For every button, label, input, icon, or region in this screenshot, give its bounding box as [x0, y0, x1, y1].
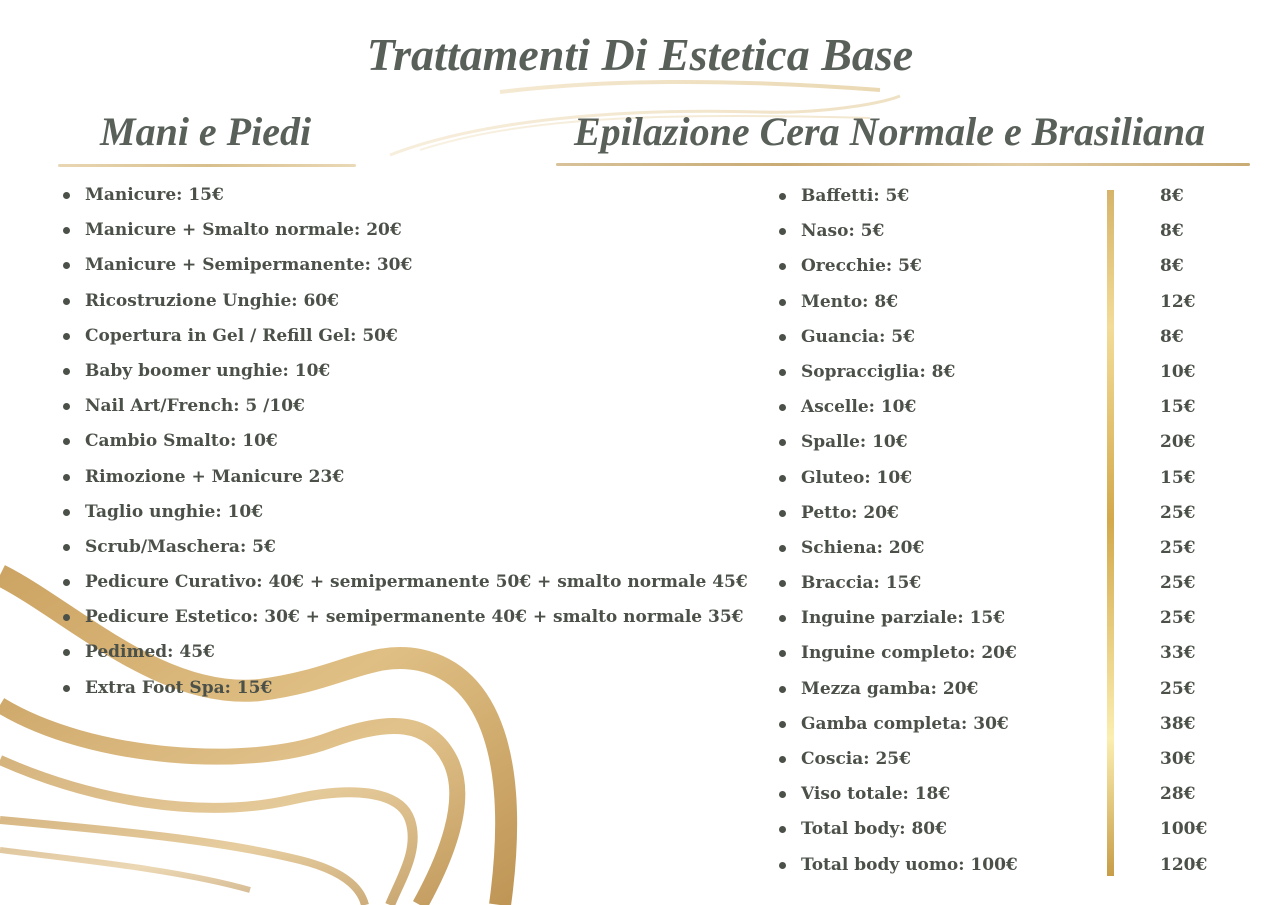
bullet-icon — [63, 649, 70, 656]
price-item: 8€ — [1160, 326, 1184, 347]
price-item: 25€ — [1160, 502, 1196, 523]
list-item: Braccia: 15€ — [776, 566, 1096, 601]
list-item: Coscia: 25€ — [776, 742, 1096, 777]
price-item: 25€ — [1160, 678, 1196, 699]
list-item: Baby boomer unghie: 10€ — [60, 354, 740, 389]
list-item: Inguine completo: 20€ — [776, 636, 1096, 671]
mani-piedi-list — [60, 178, 748, 706]
price-item: 25€ — [1160, 537, 1196, 558]
bullet-icon — [63, 579, 70, 586]
section-title-epilazione: Epilazione Cera Normale e Brasiliana — [574, 109, 1206, 154]
list-item: Extra Foot Spa: 15€ — [60, 671, 740, 706]
section-title-mani-piedi: Mani e Piedi — [100, 109, 312, 154]
price-item: 33€ — [1160, 643, 1196, 664]
bullet-icon — [779, 862, 786, 869]
bullet-icon — [63, 474, 70, 481]
list-item: Mento: 8€ — [776, 285, 1096, 320]
bullet-icon — [779, 791, 786, 798]
list-item: Sopracciglia: 8€ — [776, 355, 1096, 390]
bullet-icon — [63, 262, 70, 269]
bullet-icon — [779, 228, 786, 235]
price-item: 30€ — [1160, 749, 1196, 769]
list-item: Total body: 80€ — [776, 812, 1096, 847]
bullet-icon — [63, 438, 70, 445]
brasiliana-price-list — [1160, 179, 1240, 883]
list-item: Ricostruzione Unghie: 60€ — [60, 284, 740, 319]
price-item: 28€ — [1160, 784, 1196, 805]
bullet-icon — [63, 614, 70, 621]
bullet-icon — [779, 580, 786, 587]
price-item: 25€ — [1160, 608, 1196, 629]
bullet-icon — [779, 439, 786, 446]
bullet-icon — [779, 193, 786, 200]
bullet-icon — [63, 509, 70, 516]
price-item: 25€ — [1160, 573, 1196, 594]
list-item: Cambio Smalto: 10€ — [60, 424, 740, 459]
bullet-icon — [779, 510, 786, 517]
list-item: Nail Art/French: 5 /10€ — [60, 389, 740, 424]
bullet-icon — [779, 263, 786, 270]
list-item: Total body uomo: 100€ — [776, 848, 1096, 883]
section-divider-right — [556, 163, 1250, 166]
bullet-icon — [779, 650, 786, 657]
bullet-icon — [779, 299, 786, 306]
list-item: Pedicure Curativo: 40€ + semipermanente 50€ + smalto normale 45€ — [60, 565, 740, 600]
price-item: 10€ — [1160, 361, 1196, 382]
bullet-icon — [63, 298, 70, 305]
bullet-icon — [63, 333, 70, 340]
price-item: 120€ — [1160, 854, 1208, 875]
price-item: 8€ — [1160, 256, 1184, 277]
list-item: Manicure + Smalto normale: 20€ — [60, 213, 740, 248]
list-item: Petto: 20€ — [776, 496, 1096, 531]
list-item: Taglio unghie: 10€ — [60, 495, 740, 530]
bullet-icon — [779, 686, 786, 693]
gold-vertical-divider — [1107, 190, 1114, 876]
bullet-icon — [779, 615, 786, 622]
bullet-icon — [779, 545, 786, 552]
epilazione-list — [776, 179, 1096, 883]
bullet-icon — [779, 369, 786, 376]
list-item: Viso totale: 18€ — [776, 777, 1096, 812]
price-item: 12€ — [1160, 291, 1196, 312]
price-item: 15€ — [1160, 467, 1196, 488]
list-item: Naso: 5€ — [776, 214, 1096, 249]
bullet-icon — [779, 334, 786, 341]
bullet-icon — [779, 721, 786, 728]
list-item: Manicure + Semipermanente: 30€ — [60, 248, 740, 283]
list-item: Mezza gamba: 20€ — [776, 672, 1096, 707]
list-item: Copertura in Gel / Refill Gel: 50€ — [60, 319, 740, 354]
list-item: Gluteo: 10€ — [776, 461, 1096, 496]
price-item: 100€ — [1160, 819, 1208, 840]
bullet-icon — [779, 756, 786, 763]
bullet-icon — [779, 404, 786, 411]
list-item: Baffetti: 5€ — [776, 179, 1096, 214]
page-title: Trattamenti Di Estetica Base — [366, 29, 914, 80]
bullet-icon — [63, 368, 70, 375]
list-item: Orecchie: 5€ — [776, 249, 1096, 284]
bullet-icon — [63, 192, 70, 199]
list-item: Ascelle: 10€ — [776, 390, 1096, 425]
bullet-icon — [779, 826, 786, 833]
bullet-icon — [779, 475, 786, 482]
list-item: Pedicure Estetico: 30€ + semipermanente 40€ + smalto normale 35€ — [60, 600, 740, 635]
bullet-icon — [63, 403, 70, 410]
section-divider-left — [58, 164, 356, 167]
price-item: 8€ — [1160, 221, 1184, 242]
list-item: Scrub/Maschera: 5€ — [60, 530, 740, 565]
bullet-icon — [63, 544, 70, 551]
list-item: Schiena: 20€ — [776, 531, 1096, 566]
price-item: 38€ — [1160, 713, 1196, 734]
list-item: Spalle: 10€ — [776, 425, 1096, 460]
list-item: Guancia: 5€ — [776, 320, 1096, 355]
bullet-icon — [63, 227, 70, 234]
price-item: 8€ — [1160, 186, 1184, 206]
list-item: Inguine parziale: 15€ — [776, 601, 1096, 636]
price-item: 20€ — [1160, 432, 1196, 453]
list-item: Pedimed: 45€ — [60, 635, 740, 670]
list-item: Rimozione + Manicure 23€ — [60, 460, 740, 495]
list-item: Manicure: 15€ — [60, 178, 740, 213]
bullet-icon — [63, 685, 70, 692]
price-item: 15€ — [1160, 397, 1196, 418]
list-item: Gamba completa: 30€ — [776, 707, 1096, 742]
